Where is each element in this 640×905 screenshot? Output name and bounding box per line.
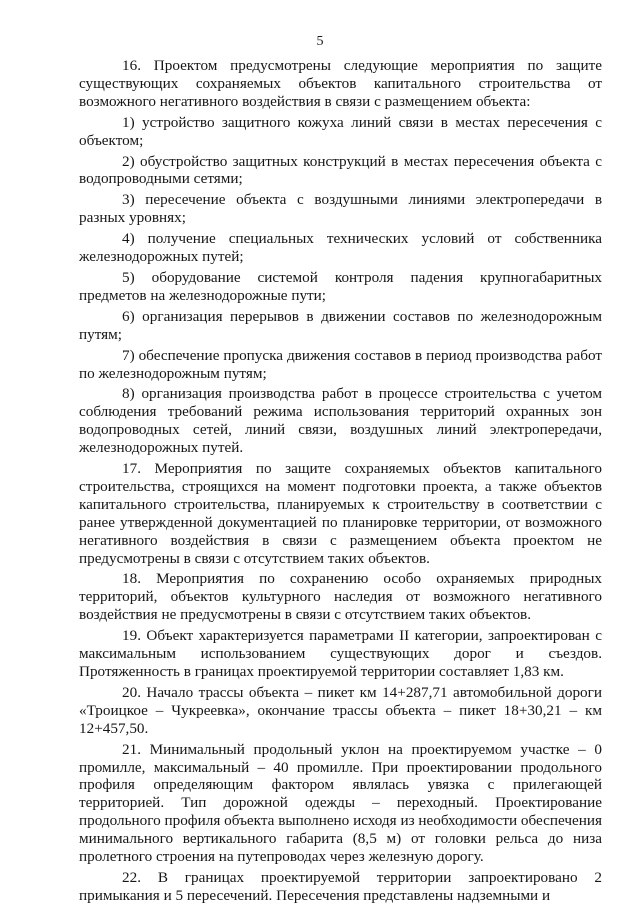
paragraph-16: 16. Проектом предусмотрены следующие мероприятия по защите существующих сохраняемых объектов капитального строительства от возможного негативного воздействия в связи с размещением объекта: bbox=[79, 57, 602, 110]
list-item-4: 4) получение специальных технических условий от собственника железнодорожных путей; bbox=[79, 230, 602, 266]
paragraph-20: 20. Начало трассы объекта – пикет км 14+287,71 автомобильной дороги «Троицкое – Чукреевка», окончание трассы объекта – пикет 18+30,21 – км 12+457,50. bbox=[79, 683, 602, 737]
list-item-7: 7) обеспечение пропуска движения составов в период производства работ по железнодорожным путям; bbox=[79, 346, 602, 382]
page-number: 5 bbox=[316, 34, 324, 49]
paragraph-19: 19. Объект характеризуется параметрами II категории, запроектирован с максимальным использованием существующих дорог и съездов. Протяженность в границах проектируемой территории составляет 1,83 км. bbox=[79, 627, 602, 680]
list-item-3: 3) пересечение объекта с воздушными линиями электропередачи в разных уровнях; bbox=[79, 191, 602, 227]
list-item-6: 6) организация перерывов в движении составов по железнодорожным путям; bbox=[79, 307, 602, 343]
paragraph-22: 22. В границах проектируемой территории запроектировано 2 примыкания и 5 пересечений. Пересечения представлены надземными и bbox=[79, 868, 602, 904]
list-item-5: 5) оборудование системой контроля падения крупногабаритных предметов на железнодорожные пути; bbox=[79, 268, 602, 304]
list-item-1: 1) устройство защитного кожуха линий связи в местах пересечения с объектом; bbox=[79, 113, 602, 149]
document-body bbox=[79, 57, 602, 905]
paragraph-18: 18. Мероприятия по сохранению особо охраняемых природных территорий, объектов культурного наследия от возможного негативного воздействия не предусмотрены в связи с отсутствием таких объектов. bbox=[79, 570, 602, 624]
list-item-2: 2) обустройство защитных конструкций в местах пересечения объекта с водопроводными сетями; bbox=[79, 152, 602, 188]
paragraph-21: 21. Минимальный продольный уклон на проектируемом участке – 0 промилле, максимальный – 40 промилле. При проектировании продольного профиля определяющим фактором являлась увязка с прилегающей территорией. Тип дорожной одежды – переходный. Проектирование продольного профиля объекта выполнено исходя из необходимости обеспечения минимального вертикального габарита (8,5 м) от головки рельса до низа пролетного строения на путепроводах через железную дорогу. bbox=[79, 740, 602, 866]
paragraph-17: 17. Мероприятия по защите сохраняемых объектов капитального строительства, строящихся на момент подготовки проекта, а также объектов капитального строительства, планируемых к строительству в соответствии с ранее утвержденной документацией по планировке территории, от возможного негативного воздействия в связи с размещением объекта проектом не предусмотрены в связи с отсутствием таких объектов. bbox=[79, 460, 602, 567]
list-item-8: 8) организация производства работ в процессе строительства с учетом соблюдения требований режима использования территорий охранных зон водопроводных сетей, линий связи, воздушных линий электропередачи, железнодорожных путей. bbox=[79, 385, 602, 457]
